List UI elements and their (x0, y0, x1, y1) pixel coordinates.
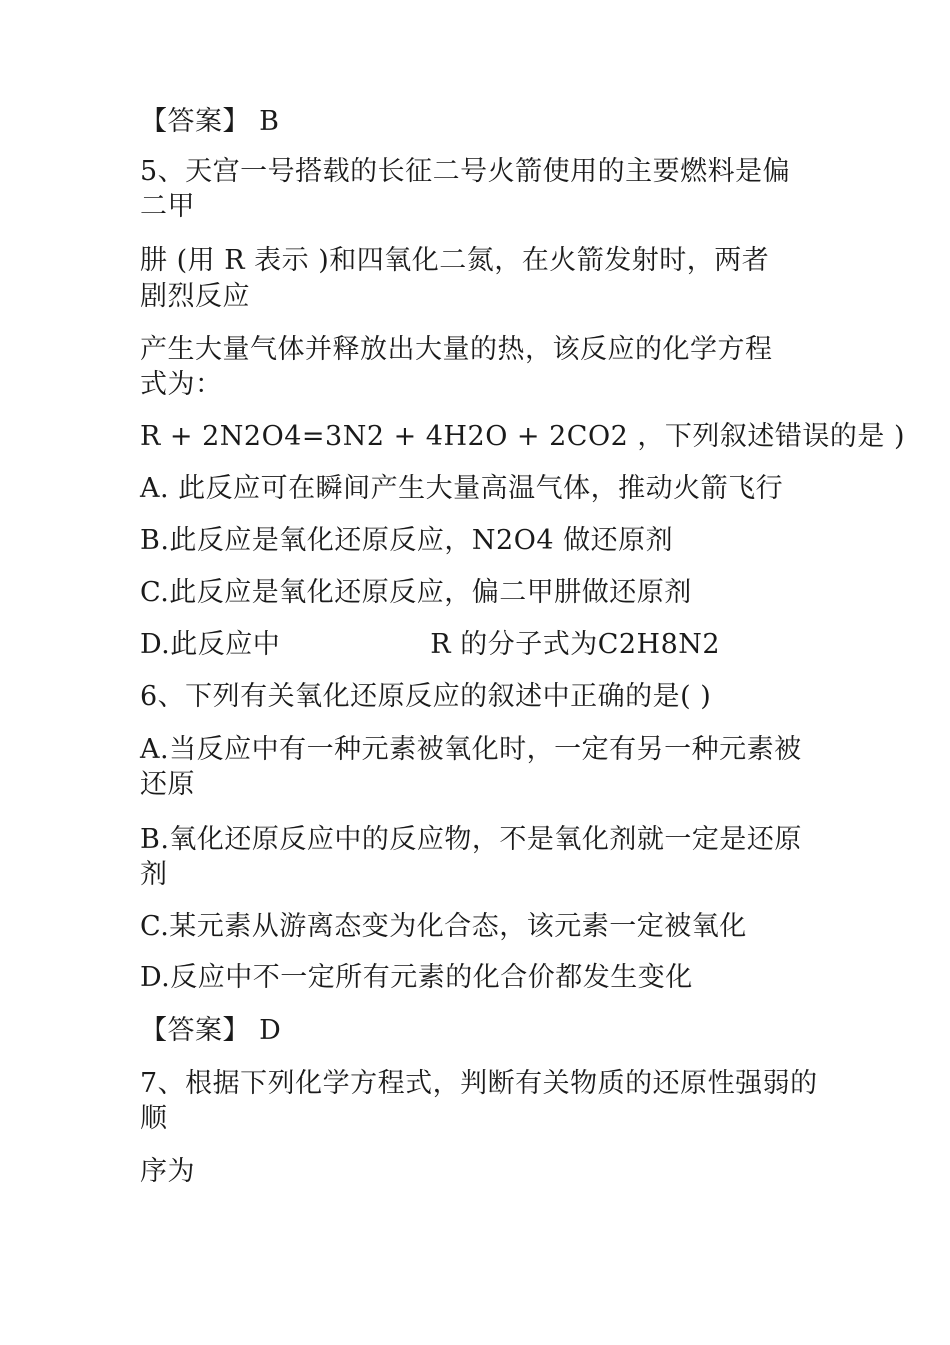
question-5-line: 肼 (用 R 表示 )和四氧化二氮，在火箭发射时，两者 (140, 245, 770, 276)
option-d: D.反应中不一定所有元素的化合价都发生变化 (140, 962, 693, 993)
option-a: 还原 (140, 769, 195, 800)
answer-line: 【答案】 B (140, 106, 280, 137)
equation-line: R + 2N2O4=3N2 + 4H2O + 2CO2 ，下列叙述错误的是 ) (140, 421, 905, 452)
question-5-line: 5、天宫一号搭载的长征二号火箭使用的主要燃料是偏 (140, 156, 791, 187)
option-d-left: D.此反应中 (140, 629, 281, 660)
question-5-line: 产生大量气体并释放出大量的热，该反应的化学方程 (140, 334, 773, 365)
option-d-right: R 的分子式为C2H8N2 (430, 629, 721, 660)
question-5-line: 剧烈反应 (140, 281, 250, 312)
question-7-line: 序为 (140, 1156, 195, 1187)
option-c: C.某元素从游离态变为化合态，该元素一定被氧化 (140, 911, 747, 942)
option-a: A.当反应中有一种元素被氧化时，一定有另一种元素被 (140, 734, 802, 765)
question-7-line: 顺 (140, 1103, 168, 1134)
question-6-line: 6、下列有关氧化还原反应的叙述中正确的是( ) (140, 681, 712, 712)
question-5-line: 式为： (140, 369, 223, 400)
question-5-line: 二甲 (140, 191, 195, 222)
option-a: A. 此反应可在瞬间产生大量高温气体，推动火箭飞行 (140, 473, 784, 504)
option-c: C.此反应是氧化还原反应，偏二甲肼做还原剂 (140, 577, 692, 608)
answer-line: 【答案】 D (140, 1015, 282, 1046)
question-7-line: 7、根据下列化学方程式，判断有关物质的还原性强弱的 (140, 1068, 818, 1099)
option-b: 剂 (140, 859, 168, 890)
option-b: B.此反应是氧化还原反应，N2O4 做还原剂 (140, 525, 674, 556)
option-b: B.氧化还原反应中的反应物，不是氧化剂就一定是还原 (140, 824, 802, 855)
option-d (140, 628, 840, 662)
